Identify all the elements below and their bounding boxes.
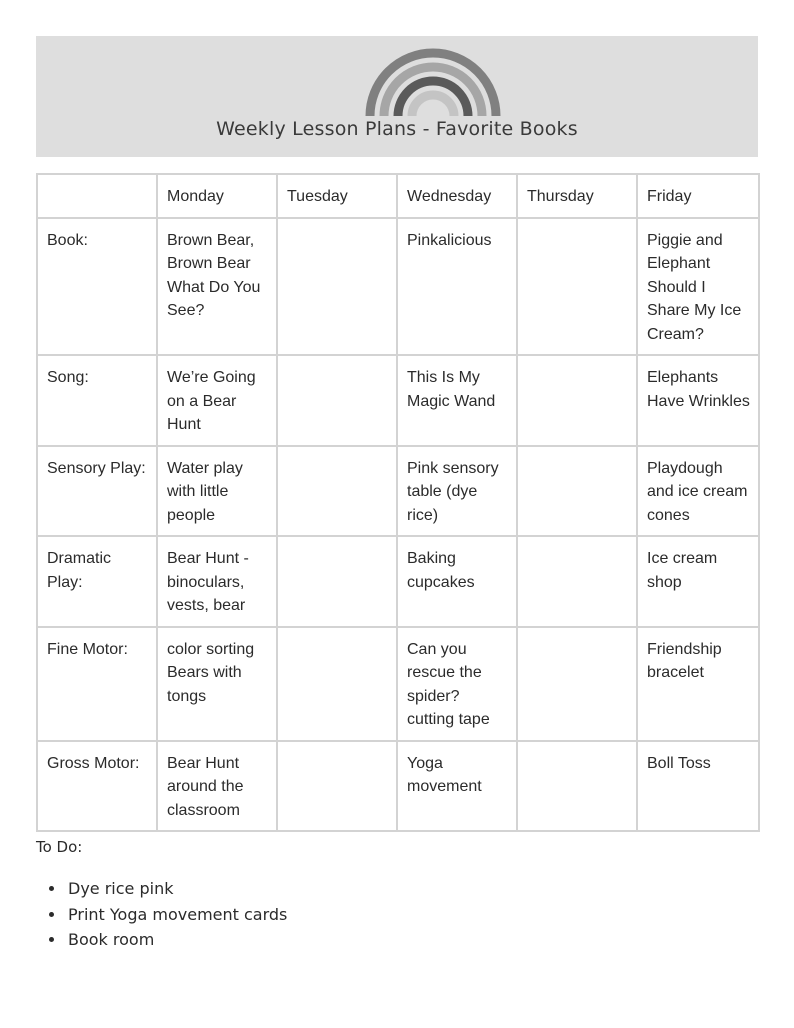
todo-heading: To Do: (36, 838, 83, 856)
table-cell: Piggie and Elephant Should I Share My Ice Cream? (637, 218, 759, 356)
header-cell-friday: Friday (637, 174, 759, 218)
header-cell-wednesday: Wednesday (397, 174, 517, 218)
table-cell (277, 536, 397, 627)
table-cell (517, 218, 637, 356)
table-cell: Yoga movement (397, 741, 517, 832)
table-cell: Ice cream shop (637, 536, 759, 627)
table-row-book (37, 218, 759, 356)
table-cell: Playdough and ice cream cones (637, 446, 759, 537)
table-cell: Can you rescue the spider? cutting tape (397, 627, 517, 741)
table-cell: color sorting Bears with tongs (157, 627, 277, 741)
table-cell: Bear Hunt around the classroom (157, 741, 277, 832)
page-title: Weekly Lesson Plans - Favorite Books (216, 118, 578, 140)
table-cell (517, 741, 637, 832)
table-cell (517, 536, 637, 627)
table-cell (277, 446, 397, 537)
lesson-plan-table (36, 173, 760, 832)
table-cell: Brown Bear, Brown Bear What Do You See? (157, 218, 277, 356)
table-cell (517, 446, 637, 537)
todo-item: • Print Yoga movement cards (66, 902, 287, 928)
table-cell (277, 355, 397, 446)
row-label: Dramatic Play: (37, 536, 157, 627)
row-label: Sensory Play: (37, 446, 157, 537)
header-cell-thursday: Thursday (517, 174, 637, 218)
todo-item: • Dye rice pink (66, 876, 287, 902)
table-cell: Boll Toss (637, 741, 759, 832)
table-cell (517, 355, 637, 446)
table-cell: We’re Going on a Bear Hunt (157, 355, 277, 446)
table-cell: Pinkalicious (397, 218, 517, 356)
table-row-gross-motor (37, 741, 759, 832)
table-cell (517, 627, 637, 741)
row-label: Gross Motor: (37, 741, 157, 832)
table-cell (277, 741, 397, 832)
table-cell: This Is My Magic Wand (397, 355, 517, 446)
todo-item: • Book room (66, 927, 287, 953)
table-cell: Bear Hunt - binoculars, vests, bear (157, 536, 277, 627)
row-label: Book: (37, 218, 157, 356)
table-cell (277, 627, 397, 741)
table-header-row (37, 174, 759, 218)
table-cell: Pink sensory table (dye rice) (397, 446, 517, 537)
rainbow-icon (362, 44, 504, 118)
row-label: Song: (37, 355, 157, 446)
header-cell-monday: Monday (157, 174, 277, 218)
table-row-fine-motor (37, 627, 759, 741)
table-cell: Water play with little people (157, 446, 277, 537)
table-cell: Friendship bracelet (637, 627, 759, 741)
table-cell (277, 218, 397, 356)
table-cell: Baking cupcakes (397, 536, 517, 627)
table-row-song (37, 355, 759, 446)
todo-list (36, 876, 287, 953)
table-cell: Elephants Have Wrinkles (637, 355, 759, 446)
table-row-dramatic-play (37, 536, 759, 627)
header-cell-corner (37, 174, 157, 218)
header-cell-tuesday: Tuesday (277, 174, 397, 218)
table-row-sensory-play (37, 446, 759, 537)
row-label: Fine Motor: (37, 627, 157, 741)
